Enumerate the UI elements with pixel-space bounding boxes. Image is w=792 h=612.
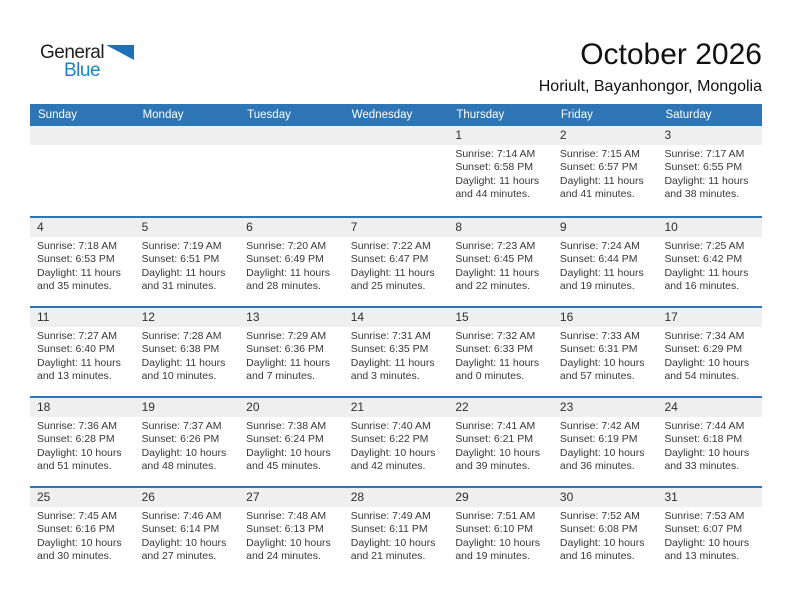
day-info-line: Sunrise: 7:42 AM xyxy=(559,420,640,432)
day-details-row xyxy=(30,145,762,202)
day-cell xyxy=(657,507,762,564)
day-info-line: and 51 minutes. xyxy=(37,460,112,473)
week-row xyxy=(30,126,762,216)
weekday-header-cell: Monday xyxy=(142,109,184,121)
day-number: 4 xyxy=(37,220,44,234)
day-info-line: Daylight: 11 hours xyxy=(455,356,540,369)
day-number: 9 xyxy=(559,220,567,234)
day-details-row xyxy=(30,417,762,474)
weekday-header-row xyxy=(30,104,762,126)
day-cell xyxy=(30,417,135,474)
day-number: 14 xyxy=(350,310,365,324)
day-info-line: and 21 minutes. xyxy=(350,550,426,563)
day-cell xyxy=(30,327,135,384)
day-info-line: Sunset: 6:29 PM xyxy=(664,343,743,356)
day-info-line: and 54 minutes. xyxy=(664,370,740,383)
day-info-line: Sunrise: 7:20 AM xyxy=(246,240,327,252)
day-info-line: Sunrise: 7:18 AM xyxy=(37,240,117,252)
day-info-line: Daylight: 11 hours xyxy=(664,174,749,187)
day-info-line: and 39 minutes. xyxy=(455,460,531,473)
day-info-line: and 31 minutes. xyxy=(141,280,217,293)
day-info-line: Daylight: 10 hours xyxy=(455,446,540,459)
day-number: 11 xyxy=(37,310,50,324)
day-number: 16 xyxy=(559,310,574,324)
day-cell xyxy=(448,507,553,564)
day-number: 17 xyxy=(664,310,678,324)
day-cell xyxy=(135,237,240,294)
day-cell xyxy=(239,417,344,474)
day-info-line: Sunset: 6:42 PM xyxy=(664,253,743,266)
day-cell xyxy=(657,417,762,474)
day-info-line: and 57 minutes. xyxy=(559,370,635,383)
weekday-header-cell: Sunday xyxy=(38,109,78,121)
day-info-line: and 36 minutes. xyxy=(559,460,635,473)
day-info-line: Daylight: 11 hours xyxy=(141,356,226,369)
day-info-line: and 27 minutes. xyxy=(141,550,217,563)
day-number: 18 xyxy=(37,400,51,414)
day-info-line: Sunset: 6:55 PM xyxy=(664,161,743,174)
day-number-strip xyxy=(30,126,762,145)
day-info-line: Daylight: 11 hours xyxy=(37,356,121,369)
general-blue-logo xyxy=(40,42,134,82)
day-details-row xyxy=(30,237,762,294)
day-info-line: Sunset: 6:13 PM xyxy=(246,523,324,536)
day-cell xyxy=(448,327,553,384)
empty-day-cell xyxy=(30,145,135,202)
day-info-line: and 33 minutes. xyxy=(664,460,740,473)
day-info-line: and 30 minutes. xyxy=(37,550,112,563)
day-cell xyxy=(135,327,240,384)
day-number: 5 xyxy=(141,220,149,234)
day-number-strip xyxy=(30,218,762,237)
day-info-line: Daylight: 10 hours xyxy=(559,536,645,549)
day-cell xyxy=(135,507,240,564)
calendar-grid xyxy=(30,126,762,576)
day-info-line: Sunrise: 7:40 AM xyxy=(350,420,431,432)
day-number: 23 xyxy=(559,400,574,414)
day-number: 21 xyxy=(350,400,365,414)
day-info-line: Daylight: 10 hours xyxy=(350,446,436,459)
day-info-line: Sunrise: 7:19 AM xyxy=(141,240,222,252)
empty-day-cell xyxy=(344,145,449,202)
day-info-line: Sunrise: 7:28 AM xyxy=(141,330,222,342)
day-info-line: Daylight: 10 hours xyxy=(246,536,331,549)
day-info-line: Sunset: 6:40 PM xyxy=(37,343,115,356)
day-info-line: and 41 minutes. xyxy=(559,188,635,201)
day-cell xyxy=(30,237,135,294)
day-info-line: Sunset: 6:31 PM xyxy=(559,343,638,356)
day-info-line: and 10 minutes. xyxy=(141,370,217,383)
day-info-line: Daylight: 11 hours xyxy=(350,356,435,369)
day-info-line: and 13 minutes. xyxy=(664,550,740,563)
day-info-line: Sunset: 6:26 PM xyxy=(141,433,220,446)
day-info-line: Sunrise: 7:38 AM xyxy=(246,420,327,432)
day-info-line: and 19 minutes. xyxy=(455,550,531,563)
day-info-line: Daylight: 10 hours xyxy=(350,536,436,549)
day-info-line: Sunrise: 7:46 AM xyxy=(141,510,222,522)
day-number: 3 xyxy=(664,128,672,142)
day-cell xyxy=(448,145,553,202)
logo-triangle-icon xyxy=(106,45,134,60)
day-number xyxy=(239,126,344,145)
day-number xyxy=(344,126,449,145)
day-number: 1 xyxy=(455,128,462,142)
empty-day-cell xyxy=(135,145,240,202)
day-info-line: Sunset: 6:16 PM xyxy=(37,523,115,536)
day-info-line: Sunset: 6:10 PM xyxy=(455,523,533,536)
day-info-line: Daylight: 10 hours xyxy=(664,356,750,369)
day-number: 26 xyxy=(141,490,155,504)
day-info-line: Sunrise: 7:14 AM xyxy=(455,148,536,160)
day-info-line: and 48 minutes. xyxy=(141,460,217,473)
day-cell xyxy=(553,237,658,294)
day-number: 29 xyxy=(455,490,469,504)
day-info-line: Daylight: 10 hours xyxy=(37,446,122,459)
day-info-line: and 13 minutes. xyxy=(37,370,112,383)
day-info-line: Sunset: 6:47 PM xyxy=(350,253,429,266)
week-row xyxy=(30,396,762,486)
day-info-line: Sunset: 6:44 PM xyxy=(559,253,638,266)
day-number: 2 xyxy=(559,128,567,142)
day-cell xyxy=(30,507,135,564)
day-info-line: Sunrise: 7:24 AM xyxy=(559,240,640,252)
day-number: 12 xyxy=(141,310,155,324)
day-info-line: Daylight: 10 hours xyxy=(37,536,122,549)
day-info-line: Sunrise: 7:22 AM xyxy=(350,240,431,252)
day-details-row xyxy=(30,507,762,564)
day-cell xyxy=(344,507,449,564)
day-cell xyxy=(448,417,553,474)
day-info-line: Sunset: 6:19 PM xyxy=(559,433,638,446)
day-info-line: and 19 minutes. xyxy=(559,280,635,293)
day-info-line: Sunset: 6:57 PM xyxy=(559,161,638,174)
day-info-line: Sunrise: 7:44 AM xyxy=(664,420,745,432)
day-info-line: Sunset: 6:58 PM xyxy=(455,161,533,174)
day-info-line: Sunset: 6:18 PM xyxy=(664,433,743,446)
day-number: 28 xyxy=(350,490,365,504)
day-info-line: Sunrise: 7:52 AM xyxy=(559,510,640,522)
day-cell xyxy=(657,327,762,384)
day-info-line: and 22 minutes. xyxy=(455,280,531,293)
weekday-header-cell: Tuesday xyxy=(247,109,291,121)
day-info-line: Sunset: 6:11 PM xyxy=(350,523,428,536)
day-info-line: Daylight: 10 hours xyxy=(141,536,227,549)
day-cell xyxy=(657,145,762,202)
day-number: 8 xyxy=(455,220,462,234)
day-cell xyxy=(657,237,762,294)
day-info-line: Sunrise: 7:51 AM xyxy=(455,510,536,522)
day-info-line: and 16 minutes. xyxy=(559,550,635,563)
calendar-table xyxy=(30,104,762,576)
day-number: 20 xyxy=(246,400,260,414)
day-info-line: Sunset: 6:14 PM xyxy=(141,523,220,536)
week-row xyxy=(30,216,762,306)
day-cell xyxy=(448,237,553,294)
day-info-line: and 45 minutes. xyxy=(246,460,321,473)
day-info-line: and 7 minutes. xyxy=(246,370,316,383)
day-info-line: Daylight: 11 hours xyxy=(559,266,644,279)
day-info-line: Daylight: 11 hours xyxy=(141,266,226,279)
day-cell xyxy=(553,507,658,564)
day-number: 31 xyxy=(664,490,678,504)
day-info-line: Daylight: 11 hours xyxy=(455,174,540,187)
day-info-line: Sunrise: 7:36 AM xyxy=(37,420,117,432)
day-info-line: and 3 minutes. xyxy=(350,370,420,383)
day-info-line: Sunrise: 7:25 AM xyxy=(664,240,745,252)
day-number: 6 xyxy=(246,220,253,234)
day-info-line: Daylight: 11 hours xyxy=(350,266,435,279)
day-info-line: Sunset: 6:53 PM xyxy=(37,253,115,266)
day-cell xyxy=(344,327,449,384)
day-number-strip xyxy=(30,398,762,417)
day-number: 13 xyxy=(246,310,260,324)
day-info-line: Sunset: 6:24 PM xyxy=(246,433,324,446)
day-number-strip xyxy=(30,308,762,327)
day-info-line: Daylight: 11 hours xyxy=(559,174,644,187)
day-info-line: and 16 minutes. xyxy=(664,280,740,293)
day-number xyxy=(135,126,240,145)
day-info-line: Daylight: 11 hours xyxy=(664,266,749,279)
day-number-strip xyxy=(30,488,762,507)
day-info-line: and 44 minutes. xyxy=(455,188,531,201)
day-info-line: Sunrise: 7:34 AM xyxy=(664,330,745,342)
day-info-line: Daylight: 11 hours xyxy=(455,266,540,279)
day-number: 19 xyxy=(141,400,155,414)
day-number: 24 xyxy=(664,400,678,414)
day-cell xyxy=(135,417,240,474)
day-info-line: Sunset: 6:07 PM xyxy=(664,523,743,536)
week-row xyxy=(30,306,762,396)
day-info-line: Daylight: 10 hours xyxy=(455,536,540,549)
day-cell xyxy=(239,327,344,384)
day-info-line: Daylight: 11 hours xyxy=(246,356,331,369)
day-info-line: Sunrise: 7:17 AM xyxy=(664,148,745,160)
day-cell xyxy=(553,417,658,474)
day-info-line: and 35 minutes. xyxy=(37,280,112,293)
day-cell xyxy=(344,237,449,294)
day-info-line: Sunrise: 7:49 AM xyxy=(350,510,431,522)
day-info-line: Daylight: 11 hours xyxy=(37,266,121,279)
day-info-line: Daylight: 10 hours xyxy=(559,446,645,459)
day-number: 15 xyxy=(455,310,469,324)
page-subtitle: Horiult, Bayanhongor, Mongolia xyxy=(538,78,762,95)
day-cell xyxy=(239,507,344,564)
day-info-line: Sunrise: 7:45 AM xyxy=(37,510,117,522)
day-info-line: Daylight: 10 hours xyxy=(664,446,750,459)
day-details-row xyxy=(30,327,762,384)
logo-text-general: General xyxy=(40,42,105,63)
day-info-line: Sunset: 6:49 PM xyxy=(246,253,324,266)
day-info-line: Sunrise: 7:27 AM xyxy=(37,330,117,342)
page-title: October 2026 xyxy=(580,38,762,71)
day-info-line: Sunrise: 7:53 AM xyxy=(664,510,745,522)
day-info-line: Sunset: 6:51 PM xyxy=(141,253,220,266)
day-info-line: and 24 minutes. xyxy=(246,550,321,563)
weekday-header-cell: Thursday xyxy=(456,109,505,121)
day-number: 7 xyxy=(350,220,358,234)
day-info-line: Daylight: 10 hours xyxy=(141,446,227,459)
day-info-line: and 0 minutes. xyxy=(455,370,525,383)
day-cell xyxy=(239,237,344,294)
logo-text-blue: Blue xyxy=(64,60,101,81)
day-info-line: Daylight: 10 hours xyxy=(246,446,331,459)
day-info-line: and 25 minutes. xyxy=(350,280,426,293)
day-info-line: Sunrise: 7:29 AM xyxy=(246,330,327,342)
day-info-line: Sunrise: 7:32 AM xyxy=(455,330,536,342)
day-info-line: Daylight: 11 hours xyxy=(246,266,331,279)
day-cell xyxy=(553,145,658,202)
day-info-line: Daylight: 10 hours xyxy=(559,356,645,369)
day-info-line: Sunset: 6:36 PM xyxy=(246,343,324,356)
day-cell xyxy=(344,417,449,474)
day-info-line: Sunrise: 7:31 AM xyxy=(350,330,431,342)
day-info-line: Sunrise: 7:41 AM xyxy=(455,420,536,432)
day-info-line: Sunset: 6:38 PM xyxy=(141,343,220,356)
week-row xyxy=(30,486,762,576)
empty-day-cell xyxy=(239,145,344,202)
day-number: 30 xyxy=(559,490,574,504)
weekday-header-cell: Friday xyxy=(560,109,593,121)
day-info-line: Sunrise: 7:33 AM xyxy=(559,330,640,342)
day-number: 22 xyxy=(455,400,469,414)
weekday-header-cell: Wednesday xyxy=(351,109,413,121)
day-info-line: Sunset: 6:45 PM xyxy=(455,253,533,266)
day-info-line: and 42 minutes. xyxy=(350,460,426,473)
day-info-line: Sunset: 6:22 PM xyxy=(350,433,429,446)
day-info-line: Sunrise: 7:48 AM xyxy=(246,510,327,522)
day-info-line: and 28 minutes. xyxy=(246,280,321,293)
day-number: 27 xyxy=(246,490,260,504)
day-info-line: Sunset: 6:21 PM xyxy=(455,433,533,446)
day-info-line: Daylight: 10 hours xyxy=(664,536,750,549)
weekday-header-cell: Saturday xyxy=(665,109,712,121)
day-info-line: Sunset: 6:28 PM xyxy=(37,433,115,446)
day-info-line: Sunset: 6:08 PM xyxy=(559,523,638,536)
day-number: 25 xyxy=(37,490,51,504)
day-info-line: Sunset: 6:35 PM xyxy=(350,343,429,356)
day-number xyxy=(30,126,135,145)
day-info-line: Sunrise: 7:15 AM xyxy=(559,148,640,160)
day-info-line: Sunrise: 7:23 AM xyxy=(455,240,536,252)
day-info-line: Sunrise: 7:37 AM xyxy=(141,420,222,432)
day-number: 10 xyxy=(664,220,678,234)
day-info-line: Sunset: 6:33 PM xyxy=(455,343,533,356)
day-cell xyxy=(553,327,658,384)
day-info-line: and 38 minutes. xyxy=(664,188,740,201)
